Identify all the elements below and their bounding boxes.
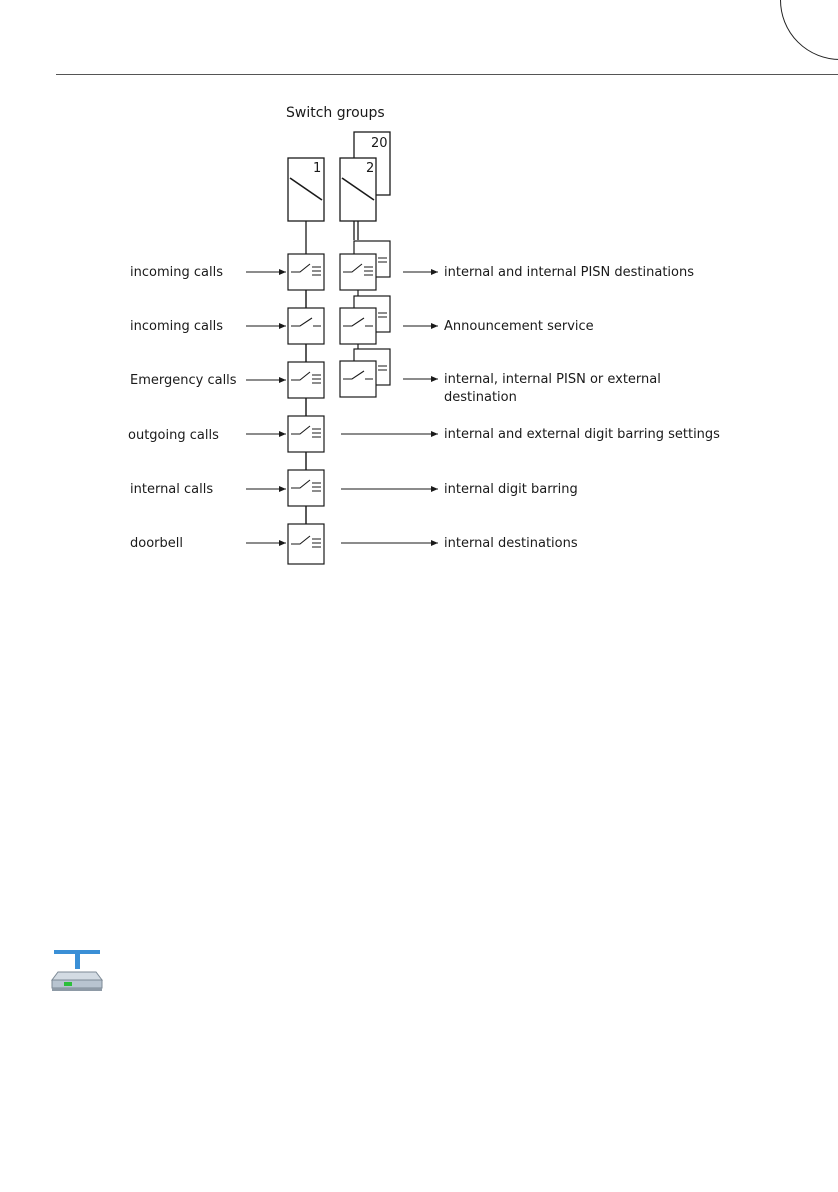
input-arrows <box>246 272 286 543</box>
switch-row-3 <box>288 349 390 416</box>
switch-row-4 <box>288 416 324 470</box>
source-label-6: doorbell <box>130 536 183 551</box>
target-label-3-line2: destination <box>444 390 517 405</box>
group-number-2: 2 <box>366 161 375 176</box>
source-label-1: incoming calls <box>130 265 223 280</box>
network-device-icon <box>50 948 104 994</box>
target-label-3: internal, internal PISN or external <box>444 372 661 387</box>
source-label-5: internal calls <box>130 482 214 497</box>
source-label-4: outgoing calls <box>128 428 219 443</box>
switch-row-5 <box>288 470 324 524</box>
target-label-6: internal destinations <box>444 536 578 551</box>
diagram-title: Switch groups <box>286 105 385 121</box>
target-label-4: internal and external digit barring settings <box>444 427 720 442</box>
source-label-3: Emergency calls <box>130 373 237 388</box>
group-number-1: 1 <box>313 161 322 176</box>
source-label-2: incoming calls <box>130 319 223 334</box>
group-number-20: 20 <box>371 136 388 151</box>
target-label-1: internal and internal PISN destinations <box>444 265 695 280</box>
target-label-2: Announcement service <box>444 319 594 334</box>
target-label-5: internal digit barring <box>444 482 578 497</box>
